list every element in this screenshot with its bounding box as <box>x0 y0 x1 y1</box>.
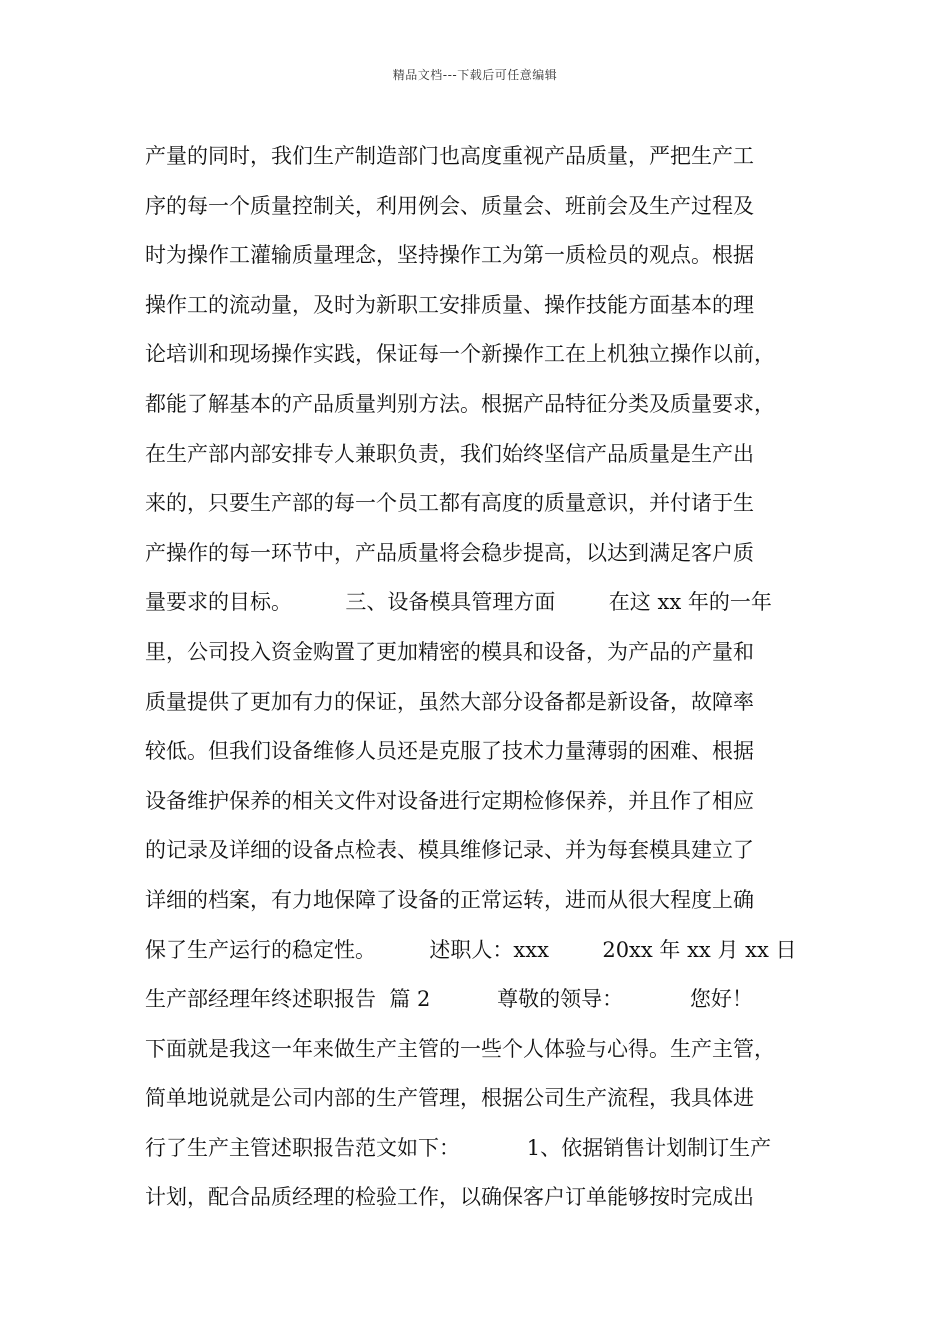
text-line: 时为操作工灌输质量理念，坚持操作工为第一质检员的观点。根据 <box>145 243 754 268</box>
text-line: 来的，只要生产部的每一个员工都有高度的质量意识，并付诸于生 <box>145 491 754 516</box>
text-line: 详细的档案，有力地保障了设备的正常运转，进而从很大程度上确 <box>145 887 754 912</box>
text-line: 在生产部内部安排专人兼职负责，我们始终坚信产品质量是生产出 <box>145 441 754 466</box>
document-body <box>145 132 825 1223</box>
text-line: 量要求的目标。 三、设备模具管理方面 在这 xx 年的一年 <box>145 590 772 615</box>
text-line: 操作工的流动量，及时为新职工安排质量、操作技能方面基本的理 <box>145 292 754 317</box>
text-line: 论培训和现场操作实践，保证每一个新操作工在上机独立操作以前， <box>145 342 775 367</box>
page-header: 精品文档---下载后可任意编辑 <box>392 68 558 82</box>
text-line: 设备维护保养的相关文件对设备进行定期检修保养，并且作了相应 <box>145 788 754 813</box>
text-line: 都能了解基本的产品质量判别方法。根据产品特征分类及质量要求， <box>145 391 775 416</box>
text-line: 里，公司投入资金购置了更加精密的模具和设备，为产品的产量和 <box>145 639 754 664</box>
text-line: 简单地说就是公司内部的生产管理，根据公司生产流程，我具体进 <box>145 1086 754 1111</box>
text-line: 生产部经理年终述职报告 篇 2 尊敬的领导： 您好！ <box>145 987 753 1012</box>
text-line: 质量提供了更加有力的保证，虽然大部分设备都是新设备，故障率 <box>145 689 754 714</box>
text-line: 下面就是我这一年来做生产主管的一些个人体验与心得。生产主管， <box>145 1036 775 1061</box>
text-line: 产量的同时，我们生产制造部门也高度重视产品质量，严把生产工 <box>145 144 754 168</box>
text-line: 序的每一个质量控制关，利用例会、质量会、班前会及生产过程及 <box>145 193 754 218</box>
text-line: 保了生产运行的稳定性。 述职人：xxx 20xx 年 xx 月 xx 日 <box>145 937 797 962</box>
text-line: 产操作的每一环节中，产品质量将会稳步提高，以达到满足客户质 <box>145 540 754 565</box>
text-line: 行了生产主管述职报告范文如下： 1、依据销售计划制订生产 <box>145 1135 772 1160</box>
text-line: 计划，配合品质经理的检验工作，以确保客户订单能够按时完成出 <box>145 1185 754 1210</box>
text-line: 较低。但我们设备维修人员还是克服了技术力量薄弱的困难、根据 <box>145 739 754 764</box>
text-line: 的记录及详细的设备点检表、模具维修记录、并为每套模具建立了 <box>145 838 754 863</box>
